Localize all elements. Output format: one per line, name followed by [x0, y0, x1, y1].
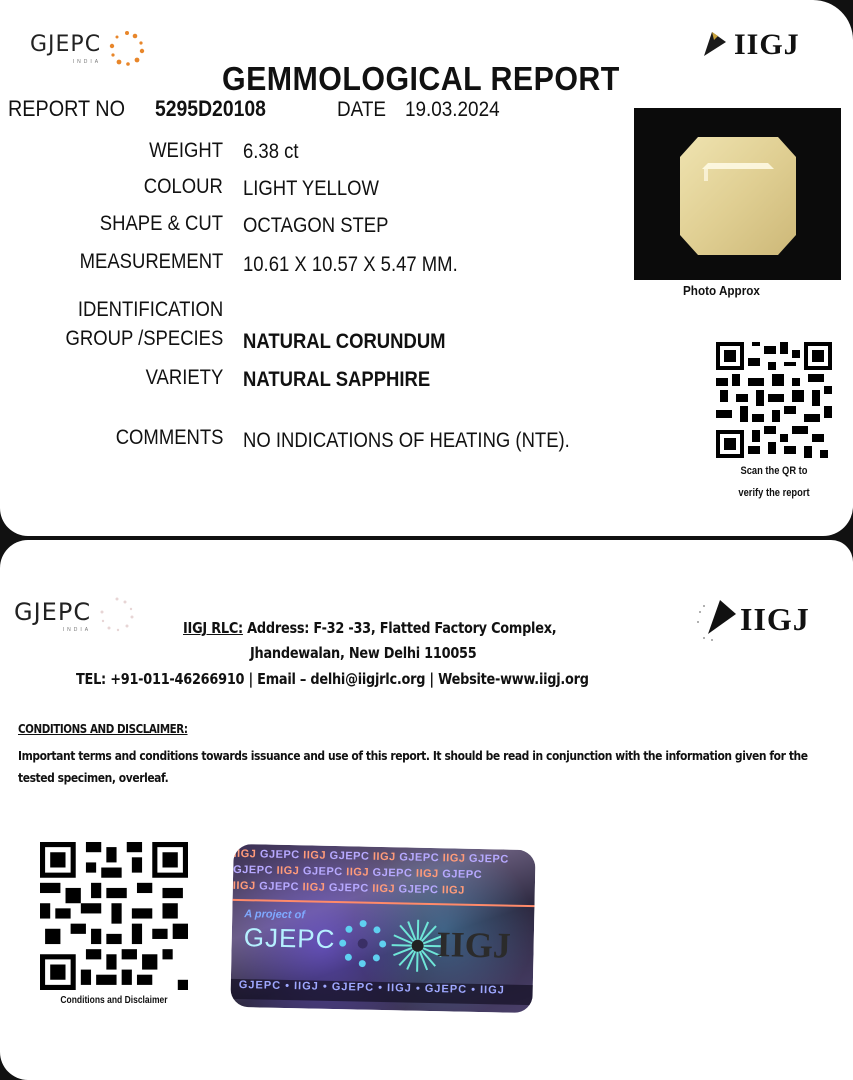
holo-text: IIGJ	[303, 849, 327, 862]
comments-label: COMMENTS	[115, 426, 223, 449]
gjepc-logo-text: GJEPC	[30, 32, 102, 57]
conditions-heading: CONDITIONS AND DISCLAIMER:	[18, 722, 188, 736]
holo-text: IIGJ	[386, 982, 412, 995]
holo-text: GJEPC	[398, 883, 439, 897]
conditions-qr-code[interactable]	[40, 842, 188, 990]
holo-text: IIGJ	[302, 881, 326, 894]
weight-value: 6.38 ct	[243, 140, 299, 163]
address-label: IIGJ RLC:	[183, 619, 243, 637]
holo-text: IIGJ	[276, 864, 300, 878]
hologram-row-3	[233, 880, 535, 898]
holo-text: GJEPC	[233, 863, 274, 877]
back-gjepc-logo-subtext: INDIA	[62, 627, 92, 633]
hologram-sunburst-icon	[337, 918, 388, 969]
holo-text: GJEPC	[372, 866, 413, 880]
hologram-bottom-row: GJEPC • IIGJ • GJEPC • IIGJ • GJEPC • IIGJ	[230, 979, 532, 1005]
group-species-value: NATURAL CORUNDUM	[243, 330, 446, 353]
back-gjepc-logo	[14, 600, 137, 640]
iigj-arrow-icon	[700, 30, 730, 60]
holo-text: IIGJ	[441, 884, 465, 897]
measurement-label: MEASUREMENT	[79, 250, 223, 273]
holo-text: IIGJ	[233, 847, 257, 861]
holo-text: IIGJ	[372, 882, 396, 896]
back-iigj-logo-text: IIGJ	[740, 600, 810, 637]
iigj-logo-text: IIGJ	[734, 28, 800, 61]
hologram-divider	[233, 899, 535, 907]
holo-text: GJEPC	[331, 980, 375, 994]
holo-text: GJEPC	[238, 978, 282, 992]
photo-caption: Photo Approx	[683, 283, 760, 298]
address-line-2: Jhandewalan, New Delhi 110055	[250, 644, 477, 662]
shape-cut-value: OCTAGON STEP	[243, 214, 389, 237]
report-date: 19.03.2024	[405, 98, 500, 121]
hologram-project-text: A project of	[244, 908, 306, 922]
measurement-value: 10.61 X 10.57 X 5.47 MM.	[243, 253, 458, 276]
identification-label: IDENTIFICATION	[77, 298, 223, 321]
report-front-card	[0, 0, 853, 536]
address-line-1	[183, 619, 556, 637]
sunburst-icon	[107, 28, 147, 68]
gjepc-logo	[30, 34, 147, 74]
variety-value: NATURAL SAPPHIRE	[243, 368, 431, 391]
conditions-qr-caption: Conditions and Disclaimer	[60, 995, 168, 1006]
variety-label: VARIETY	[145, 366, 223, 389]
group-species-label: GROUP /SPECIES	[65, 327, 223, 350]
report-title: GEMMOLOGICAL REPORT	[222, 60, 620, 97]
holo-text: GJEPC	[424, 982, 468, 996]
holo-text: IIGJ	[232, 879, 256, 893]
holo-text: GJEPC	[302, 865, 343, 879]
report-number: 5295D20108	[155, 96, 266, 121]
contact-line[interactable]: TEL: +91-011-46266910 | Email – delhi@iigjrlc.org | Website-www.iigj.org	[76, 670, 589, 688]
holo-text: GJEPC	[468, 852, 509, 866]
back-gjepc-logo-text: GJEPC	[14, 598, 92, 626]
qr-caption-line1: Scan the QR to	[740, 465, 808, 477]
hologram-row-1	[233, 848, 535, 866]
holo-text: IIGJ	[293, 980, 319, 993]
holo-text: IIGJ	[346, 866, 370, 879]
holo-text: IIGJ	[479, 984, 505, 997]
holo-text: IIGJ	[415, 867, 439, 881]
date-label: DATE	[337, 98, 387, 121]
holo-text: GJEPC	[399, 851, 440, 865]
shape-cut-label: SHAPE & CUT	[99, 212, 223, 235]
faded-sunburst-icon	[97, 594, 137, 634]
holo-text: GJEPC	[328, 881, 369, 895]
back-iigj-logo	[694, 594, 810, 644]
hologram-row-2	[233, 864, 535, 882]
colour-label: COLOUR	[143, 175, 223, 198]
qr-caption	[726, 460, 821, 504]
holo-text: IIGJ	[442, 852, 466, 865]
colour-value: LIGHT YELLOW	[243, 177, 379, 200]
holo-text: IIGJ	[372, 850, 396, 864]
conditions-text: Important terms and conditions towards issuance and use of this report. It should be read in conjunction with the information given for the tested specimen, overleaf.	[18, 748, 808, 785]
address-text: Address: F-32 -33, Flatted Factory Complex,	[242, 619, 557, 637]
holo-text: GJEPC	[442, 868, 483, 882]
hologram-sticker	[230, 844, 535, 1013]
holo-text: GJEPC	[329, 849, 370, 863]
qr-caption-line2: verify the report	[738, 487, 810, 499]
verify-qr-code[interactable]	[716, 342, 832, 458]
octagon-gem-image	[678, 135, 798, 257]
weight-label: WEIGHT	[149, 139, 223, 162]
comments-value: NO INDICATIONS OF HEATING (NTE).	[243, 429, 570, 452]
gjepc-logo-subtext: INDIA	[72, 59, 102, 65]
holo-text: GJEPC	[259, 880, 300, 894]
iigj-starburst-icon	[694, 594, 738, 644]
report-number-label: REPORT NO	[8, 96, 125, 121]
hologram-iigj-text: IIGJ	[436, 924, 512, 966]
iigj-logo	[700, 28, 800, 62]
holo-text: GJEPC	[259, 848, 300, 862]
hologram-gjepc-text: GJEPC	[243, 922, 336, 955]
